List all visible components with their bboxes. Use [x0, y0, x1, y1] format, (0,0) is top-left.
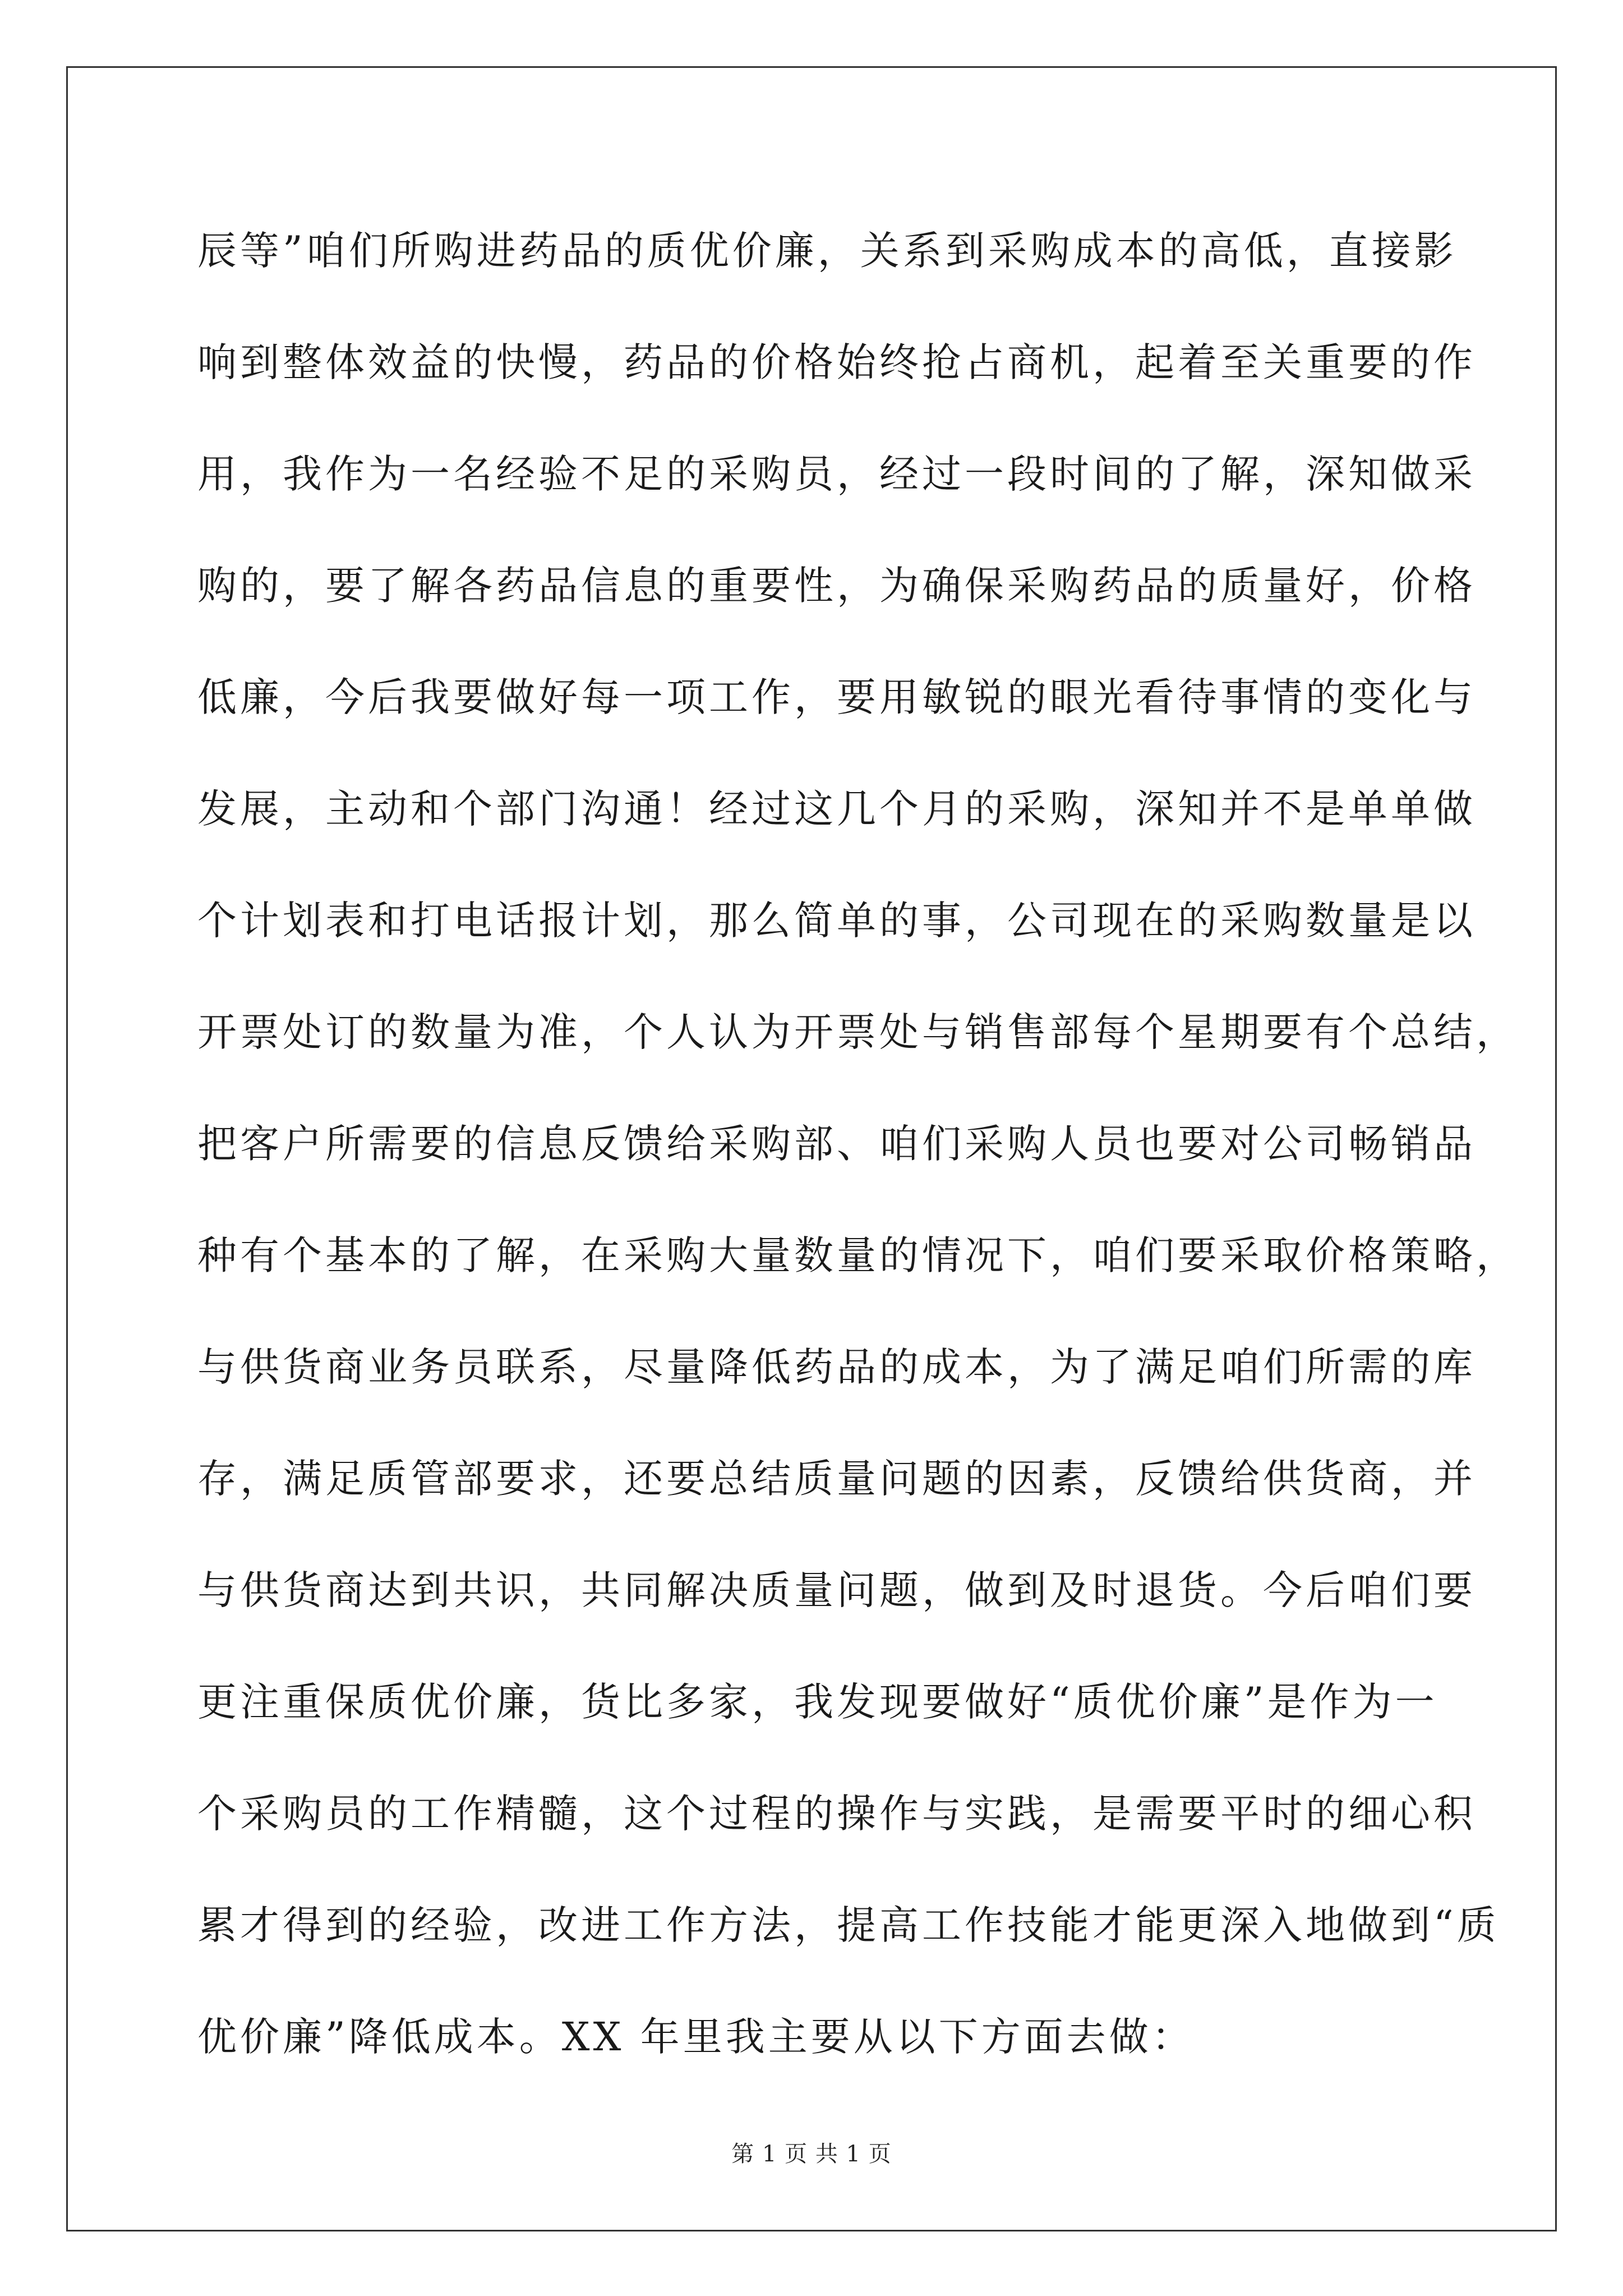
text-line: 更注重保质优价廉，货比多家，我发现要做好“质优价廉”是作为一 [197, 1679, 1438, 1725]
text-line: 低廉，今后我要做好每一项工作，要用敏锐的眼光看待事情的变化与 [197, 674, 1476, 720]
text-line: 种有个基本的了解，在采购大量数量的情况下，咱们要采取价格策略， [197, 1232, 1519, 1278]
text-line: 开票处订的数量为准，个人认为开票处与销售部每个星期要有个总结， [197, 1009, 1519, 1055]
text-line: 存，满足质管部要求，还要总结质量问题的因素，反馈给供货商，并 [197, 1456, 1476, 1502]
text-line: 累才得到的经验，改进工作方法，提高工作技能才能更深入地做到“质 [197, 1902, 1500, 1948]
text-line: 用，我作为一名经验不足的采购员，经过一段时间的了解，深知做采 [197, 451, 1476, 497]
document-body [197, 209, 1519, 2106]
text-line: 购的，要了解各药品信息的重要性，为确保采购药品的质量好，价格 [197, 563, 1476, 609]
text-line: 辰等”咱们所购进药品的质优价廉，关系到采购成本的高低，直接影 [197, 228, 1457, 274]
text-line: 优价廉”降低成本。XX 年里我主要从以下方面去做： [197, 2014, 1195, 2060]
text-line: 与供货商业务员联系，尽量降低药品的成本，为了满足咱们所需的库 [197, 1344, 1476, 1390]
text-line: 与供货商达到共识，共同解决质量问题，做到及时退货。今后咱们要 [197, 1567, 1476, 1613]
text-line: 个计划表和打电话报计划，那么简单的事，公司现在的采购数量是以 [197, 898, 1476, 944]
text-line: 把客户所需要的信息反馈给采购部、咱们采购人员也要对公司畅销品 [197, 1121, 1476, 1167]
text-line: 响到整体效益的快慢，药品的价格始终抢占商机，起着至关重要的作 [197, 339, 1476, 385]
text-line: 发展，主动和个部门沟通！经过这几个月的采购，深知并不是单单做 [197, 786, 1476, 832]
text-line: 个采购员的工作精髓，这个过程的操作与实践，是需要平时的细心积 [197, 1791, 1476, 1837]
page-number: 第 1 页 共 1 页 [731, 2141, 892, 2167]
